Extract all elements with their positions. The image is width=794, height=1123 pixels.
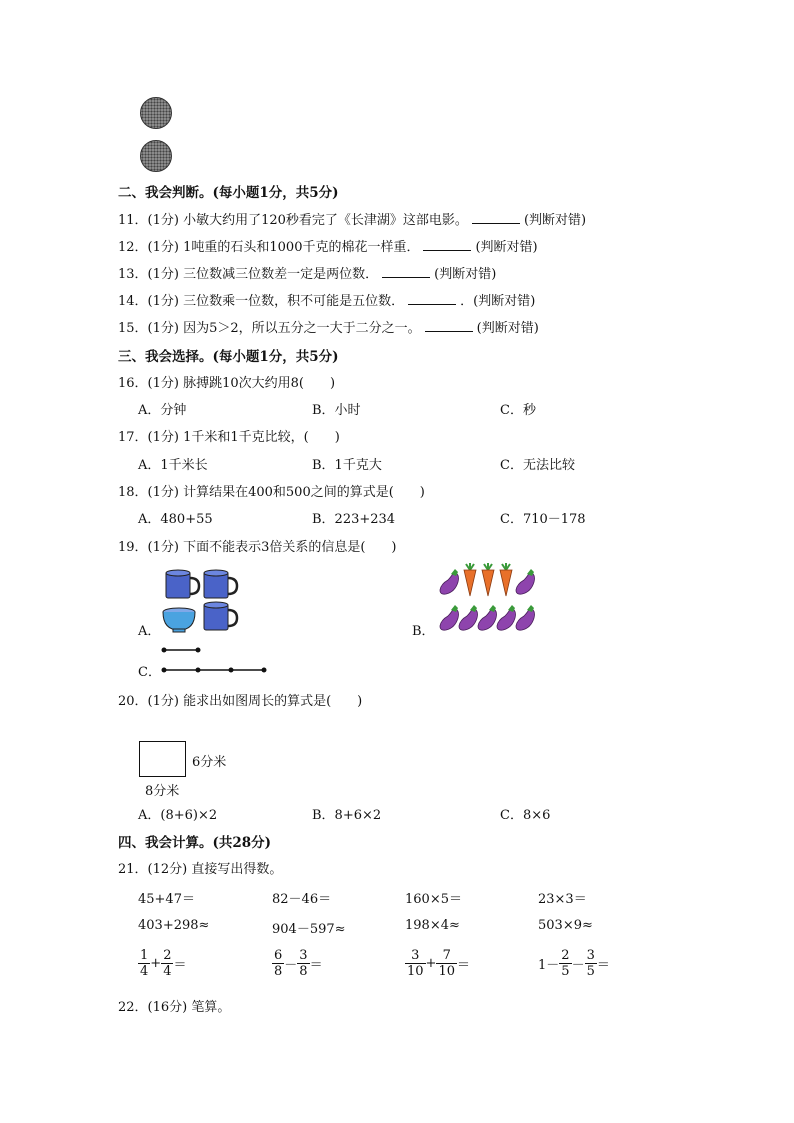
section4-title: 四、我会计算。(共28分) [118,835,272,851]
q16-option-c[interactable]: C．秒 [500,403,536,418]
q19-option-a[interactable]: A． [138,624,161,639]
calc-item: 198×4≈ [405,918,460,933]
question-20-stem: 20．(1分) 能求出如图周长的算式是( ) [118,694,363,709]
q18-option-c[interactable]: C．710－178 [500,512,586,527]
rectangle-bottom-label: 8分米 [145,784,180,799]
segment-point [196,668,201,673]
calc-item: 904－597≈ [272,922,346,937]
q18-option-b[interactable]: B．223+234 [312,512,396,527]
q18-option-a[interactable]: A．480+55 [138,512,213,527]
rectangle-figure [139,741,186,777]
eggplant-icon [516,569,535,594]
rectangle-side-label: 6分米 [192,755,227,770]
q19-option-c[interactable]: C． [138,665,161,680]
fraction: $\frac{3}{8}$ [299,948,308,979]
question-22-stem: 22．(16分) 笔算。 [118,1000,231,1015]
fraction-calc-item: $\frac{6}{8}$ － $\frac{3}{8}$ ＝ [274,948,323,979]
question-18-stem: 18．(1分) 计算结果在400和500之间的算式是( ) [118,485,425,500]
segment-point [162,648,167,653]
mug-icon [166,570,199,598]
eggplant-icon [459,605,478,630]
answer-blank[interactable] [472,212,520,224]
question-13: 13．(1分) 三位数减三位数差一定是两位数． (判断对错) [118,267,497,282]
carrot-icon [482,563,494,596]
bowl-icon [163,608,195,632]
q16-option-a[interactable]: A．分钟 [138,403,187,418]
calc-item: 503×9≈ [538,918,593,933]
fraction: $\frac{3}{5}$ [586,948,595,979]
fraction: $\frac{6}{8}$ [274,948,283,979]
fraction-calc-item: 1－ $\frac{2}{5}$ － $\frac{3}{5}$ ＝ [538,948,610,979]
eggplant-icon [478,605,497,630]
carrot-icon [464,563,476,596]
q17-option-a[interactable]: A．1千米长 [138,458,208,473]
fraction: $\frac{1}{4}$ [140,948,149,979]
question-12: 12．(1分) 1吨重的石头和1000千克的棉花一样重． (判断对错) [118,240,538,255]
eggplant-icon [440,605,459,630]
q17-option-c[interactable]: C．无法比较 [500,458,575,473]
section3-title: 三、我会选择。(每小题1分，共5分) [118,349,339,365]
fraction: $\frac{2}{5}$ [561,948,570,979]
calc-item: 45+47＝ [138,892,195,907]
question-19-stem: 19．(1分) 下面不能表示3倍关系的信息是( ) [118,540,397,555]
segment-point [262,668,267,673]
segments-picture [158,642,270,676]
cups-and-bowl-picture [160,568,244,636]
carrots-and-eggplants-picture [436,562,540,634]
calc-item: 160×5＝ [405,892,462,907]
dotted-circle-2 [140,140,172,172]
calc-item: 82－46＝ [272,892,332,907]
fraction-calc-item: $\frac{3}{10}$ + $\frac{7}{10}$ ＝ [407,948,471,979]
calc-item: 403+298≈ [138,918,210,933]
eggplant-icon [497,605,516,630]
fraction: $\frac{7}{10}$ [438,948,455,979]
fraction-calc-item: $\frac{1}{4}$ + $\frac{2}{4}$ ＝ [140,948,187,979]
eggplant-icon [440,569,459,594]
eggplant-icon [516,605,535,630]
dotted-circle-1 [140,97,172,129]
carrot-icon [500,563,512,596]
answer-blank[interactable] [425,320,473,332]
q17-option-b[interactable]: B．1千克大 [312,458,382,473]
fraction: $\frac{2}{4}$ [163,948,172,979]
answer-blank[interactable] [423,239,471,251]
question-21-stem: 21．(12分) 直接写出得数。 [118,862,283,877]
segment-point [229,668,234,673]
mug-icon [204,570,237,598]
q20-option-a[interactable]: A．(8+6)×2 [138,808,218,823]
question-17-stem: 17．(1分) 1千米和1千克比较，( ) [118,430,340,445]
q19-option-b[interactable]: B． [412,624,435,639]
answer-blank[interactable] [382,266,430,278]
q20-option-b[interactable]: B．8+6×2 [312,808,382,823]
section2-title: 二、我会判断。(每小题1分，共5分) [118,185,339,201]
fraction: $\frac{3}{10}$ [407,948,424,979]
question-11: 11．(1分) 小敏大约用了120秒看完了《长津湖》这部电影。 (判断对错) [118,213,587,228]
segment-point [162,668,167,673]
answer-blank[interactable] [408,293,456,305]
q20-option-c[interactable]: C．8×6 [500,808,551,823]
question-16-stem: 16．(1分) 脉搏跳10次大约用8( ) [118,376,336,391]
question-15: 15．(1分) 因为5＞2，所以五分之一大于二分之一。 (判断对错) [118,321,539,336]
mug-icon [204,602,237,630]
calc-item: 23×3＝ [538,892,587,907]
question-14: 14．(1分) 三位数乘一位数，积不可能是五位数． ．(判断对错) [118,294,536,309]
segment-point [196,648,201,653]
q16-option-b[interactable]: B．小时 [312,403,361,418]
